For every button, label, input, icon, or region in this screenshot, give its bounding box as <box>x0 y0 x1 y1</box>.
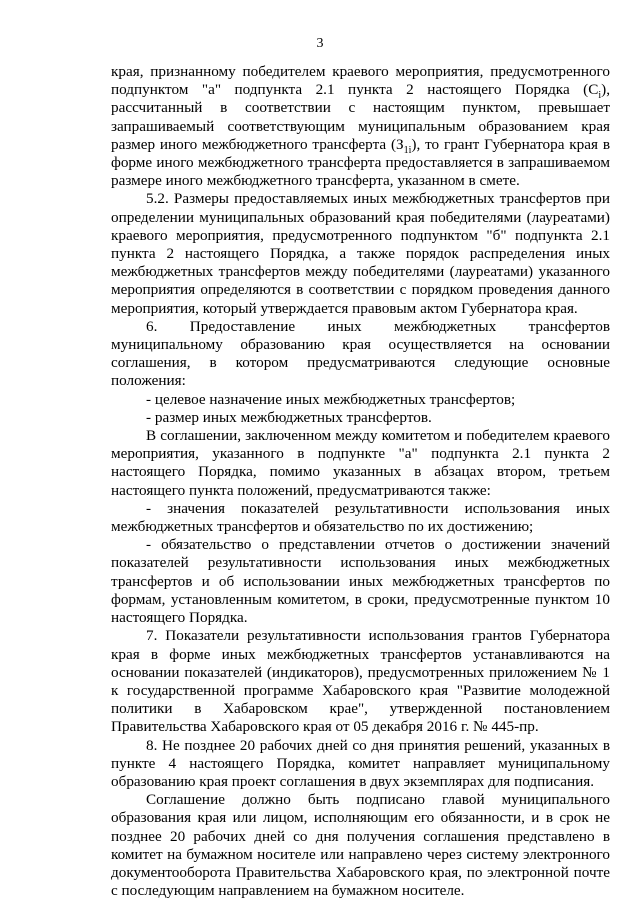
subscript-c-index: i <box>598 90 602 102</box>
paragraph-7: 7. Показатели результативности использования грантов Губернатора края в форме иных межбюджетных трансфертов устанавливаются на основании показателей (индикаторов), предусмотренных приложением № 1 к государственной программе Хабаровского края "Развитие молодежной политики в Хабаровском крае", утвержденной постановлением Правительства Хабаровского края от 05 декабря 2016 г. № 445-пр. <box>111 627 610 736</box>
page-number: 3 <box>316 36 324 51</box>
list-item-indicators: - значения показателей результативности использования иных межбюджетных трансфертов и обязательство по их достижению; <box>111 499 610 536</box>
paragraph-continuation: края, признанному победителем краевого мероприятия, предусмотренного подпунктом "а" подпункта 2.1 пункта 2 настоящего Порядка $(С_i)$, рассчитанный в соответствии с настоящим пунктом, превышает запрашиваемый соответствующим муниципальным образованием края размер иного межбюджетного трансферта $(З_{1i})$, то грант Губернатора края в форме иного межбюджетного трансферта предоставляется в запрашиваемом размере иного межбюджетного трансферта, указанном в смете. <box>111 63 610 190</box>
paragraph-signing: Соглашение должно быть подписано главой муниципального образования края или лицом, исполняющим его обязанности, и в срок не позднее 20 рабочих дней со дня получения соглашения представлено в комитет на бумажном носителе или направлено через систему электронного документооборота Правительства Хабаровского края, по электронной почте с последующим направлением на бумажном носителе. <box>111 791 610 900</box>
document-body <box>111 63 610 900</box>
paragraph-agreement-terms: В соглашении, заключенном между комитетом и победителем краевого мероприятия, указанного в подпункте "а" подпункта 2.1 пункта 2 настоящего Порядка, помимо указанных в абзацах втором, третьем настоящего пункта положений, предусматриваются также: <box>111 427 610 499</box>
paragraph-5-2: 5.2. Размеры предоставляемых иных межбюджетных трансфертов при определении муниципальных образований края победителями (лауреатами) краевого мероприятия, предусмотренного подпунктом "б" подпункта 2.1 пункта 2 настоящего Порядка, а также порядок распределения иных межбюджетных трансфертов между победителями (лауреатами) указанного мероприятия определяются в соответствии с порядком проведения данного мероприятия, который утверждается правовым актом Губернатора края. <box>111 190 610 317</box>
paragraph-6: 6. Предоставление иных межбюджетных трансфертов муниципальному образованию края осуществляется на основании соглашения, в котором предусматриваются следующие основные положения: <box>111 317 610 390</box>
list-item-purpose: - целевое назначение иных межбюджетных трансфертов; <box>146 390 516 408</box>
list-item-amount: - размер иных межбюджетных трансфертов. <box>146 408 432 426</box>
paragraph-8: 8. Не позднее 20 рабочих дней со дня принятия решений, указанных в пункте 4 настоящего Порядка, комитет направляет муниципальному образованию края проект соглашения в двух экземплярах для подписания. <box>111 736 610 790</box>
subscript-z-index: 1i <box>403 144 412 156</box>
list-item-reports: - обязательство о представлении отчетов о достижении значений показателей результативности использования иных межбюджетных трансфертов и об использовании иных межбюджетных трансфертов по формам, установленным комитетом, в сроки, предусмотренные пунктом 10 настоящего Порядка. <box>111 536 610 627</box>
